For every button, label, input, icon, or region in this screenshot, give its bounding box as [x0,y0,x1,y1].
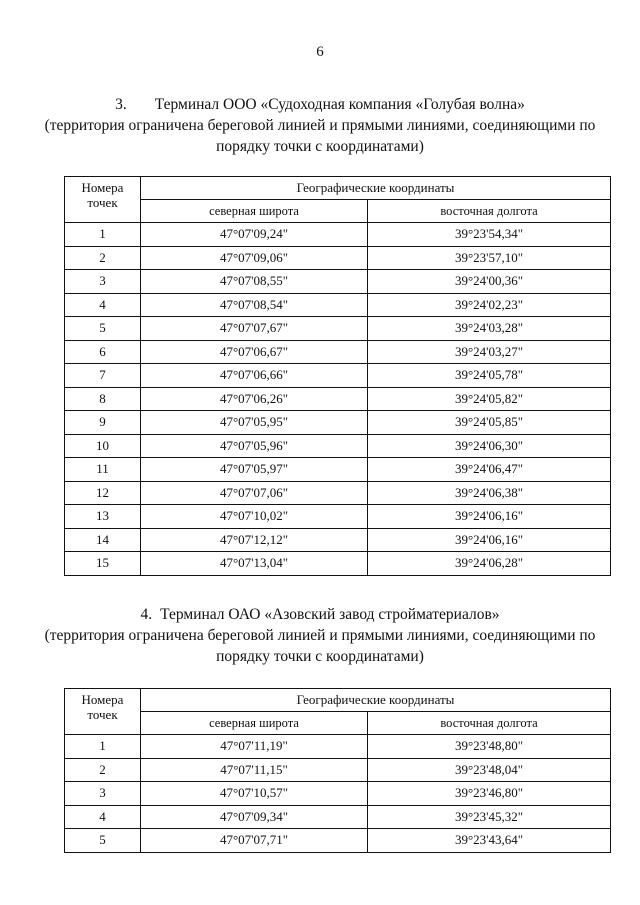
section-title [0,604,640,625]
east-longitude-cell: 39°23'48,80" [368,735,611,759]
table-row [65,387,611,411]
header-point-numbers-line1: Номера [81,180,124,195]
section-title [0,94,640,115]
table-row [65,505,611,529]
point-number-cell: 15 [65,552,141,576]
north-latitude-cell: 47°07'11,19" [141,735,368,759]
header-east-longitude: восточная долгота [368,200,611,223]
table-body [65,223,611,576]
point-number-cell: 9 [65,411,141,435]
point-number-cell: 1 [65,223,141,247]
table-row [65,805,611,829]
table-row [65,411,611,435]
north-latitude-cell: 47°07'09,24" [141,223,368,247]
point-number-cell: 7 [65,364,141,388]
coordinates-table-terminal-4 [64,688,611,853]
east-longitude-cell: 39°23'54,34" [368,223,611,247]
point-number-cell: 2 [65,246,141,270]
north-latitude-cell: 47°07'06,66" [141,364,368,388]
table-row [65,552,611,576]
east-longitude-cell: 39°23'43,64" [368,829,611,853]
north-latitude-cell: 47°07'07,67" [141,317,368,341]
north-latitude-cell: 47°07'08,54" [141,293,368,317]
east-longitude-cell: 39°23'45,32" [368,805,611,829]
point-number-cell: 11 [65,458,141,482]
point-number-cell: 3 [65,782,141,806]
table-row [65,223,611,247]
table-row [65,364,611,388]
east-longitude-cell: 39°24'06,47" [368,458,611,482]
table-row [65,735,611,759]
section-subtitle-line1: (территория ограничена береговой линией и прямыми линиями, соединяющими по [44,627,596,644]
north-latitude-cell: 47°07'08,55" [141,270,368,294]
north-latitude-cell: 47°07'07,06" [141,481,368,505]
east-longitude-cell: 39°24'00,36" [368,270,611,294]
east-longitude-cell: 39°24'02,23" [368,293,611,317]
table-row [65,782,611,806]
table-row [65,458,611,482]
header-point-numbers [65,689,141,735]
point-number-cell: 14 [65,528,141,552]
point-number-cell: 5 [65,829,141,853]
point-number-cell: 4 [65,805,141,829]
table-body [65,735,611,853]
north-latitude-cell: 47°07'09,34" [141,805,368,829]
header-geo-coordinates: Географические координаты [141,177,611,200]
header-east-longitude: восточная долгота [368,712,611,735]
header-point-numbers-line2: точек [87,707,118,722]
header-north-latitude: северная широта [141,712,368,735]
point-number-cell: 1 [65,735,141,759]
east-longitude-cell: 39°24'03,28" [368,317,611,341]
east-longitude-cell: 39°23'57,10" [368,246,611,270]
table-row [65,829,611,853]
table-row [65,758,611,782]
section-title-text: Терминал ООО «Судоходная компания «Голубая волна» [154,96,525,113]
north-latitude-cell: 47°07'12,12" [141,528,368,552]
north-latitude-cell: 47°07'06,26" [141,387,368,411]
east-longitude-cell: 39°23'48,04" [368,758,611,782]
north-latitude-cell: 47°07'05,97" [141,458,368,482]
table-row [65,246,611,270]
section-number: 3. [115,96,127,113]
east-longitude-cell: 39°24'06,16" [368,528,611,552]
east-longitude-cell: 39°24'05,82" [368,387,611,411]
point-number-cell: 6 [65,340,141,364]
north-latitude-cell: 47°07'11,15" [141,758,368,782]
point-number-cell: 3 [65,270,141,294]
coordinates-table-terminal-3 [64,176,611,576]
point-number-cell: 8 [65,387,141,411]
north-latitude-cell: 47°07'06,67" [141,340,368,364]
table-row [65,340,611,364]
header-north-latitude: северная широта [141,200,368,223]
north-latitude-cell: 47°07'05,95" [141,411,368,435]
east-longitude-cell: 39°24'06,30" [368,434,611,458]
section-heading-terminal-3 [0,94,640,157]
north-latitude-cell: 47°07'07,71" [141,829,368,853]
east-longitude-cell: 39°24'06,16" [368,505,611,529]
table-row [65,528,611,552]
section-subtitle-line2: порядку точки с координатами) [216,648,424,665]
table-row [65,293,611,317]
east-longitude-cell: 39°24'05,78" [368,364,611,388]
point-number-cell: 12 [65,481,141,505]
header-point-numbers [65,177,141,223]
point-number-cell: 4 [65,293,141,317]
east-longitude-cell: 39°23'46,80" [368,782,611,806]
north-latitude-cell: 47°07'10,02" [141,505,368,529]
point-number-cell: 2 [65,758,141,782]
table-row [65,434,611,458]
east-longitude-cell: 39°24'05,85" [368,411,611,435]
east-longitude-cell: 39°24'06,28" [368,552,611,576]
east-longitude-cell: 39°24'06,38" [368,481,611,505]
section-title-text: Терминал ОАО «Азовский завод стройматериалов» [160,606,500,623]
point-number-cell: 5 [65,317,141,341]
point-number-cell: 13 [65,505,141,529]
header-geo-coordinates: Географические координаты [141,689,611,712]
north-latitude-cell: 47°07'05,96" [141,434,368,458]
north-latitude-cell: 47°07'09,06" [141,246,368,270]
section-subtitle-line1: (территория ограничена береговой линией и прямыми линиями, соединяющими по [44,117,596,134]
header-point-numbers-line2: точек [87,195,118,210]
point-number-cell: 10 [65,434,141,458]
header-point-numbers-line1: Номера [81,692,124,707]
east-longitude-cell: 39°24'03,27" [368,340,611,364]
north-latitude-cell: 47°07'13,04" [141,552,368,576]
table-row [65,481,611,505]
section-number: 4. [140,606,153,623]
north-latitude-cell: 47°07'10,57" [141,782,368,806]
section-subtitle-line2: порядку точки с координатами) [216,138,424,155]
table-row [65,317,611,341]
section-heading-terminal-4 [0,604,640,667]
table-row [65,270,611,294]
page-number: 6 [316,44,324,60]
